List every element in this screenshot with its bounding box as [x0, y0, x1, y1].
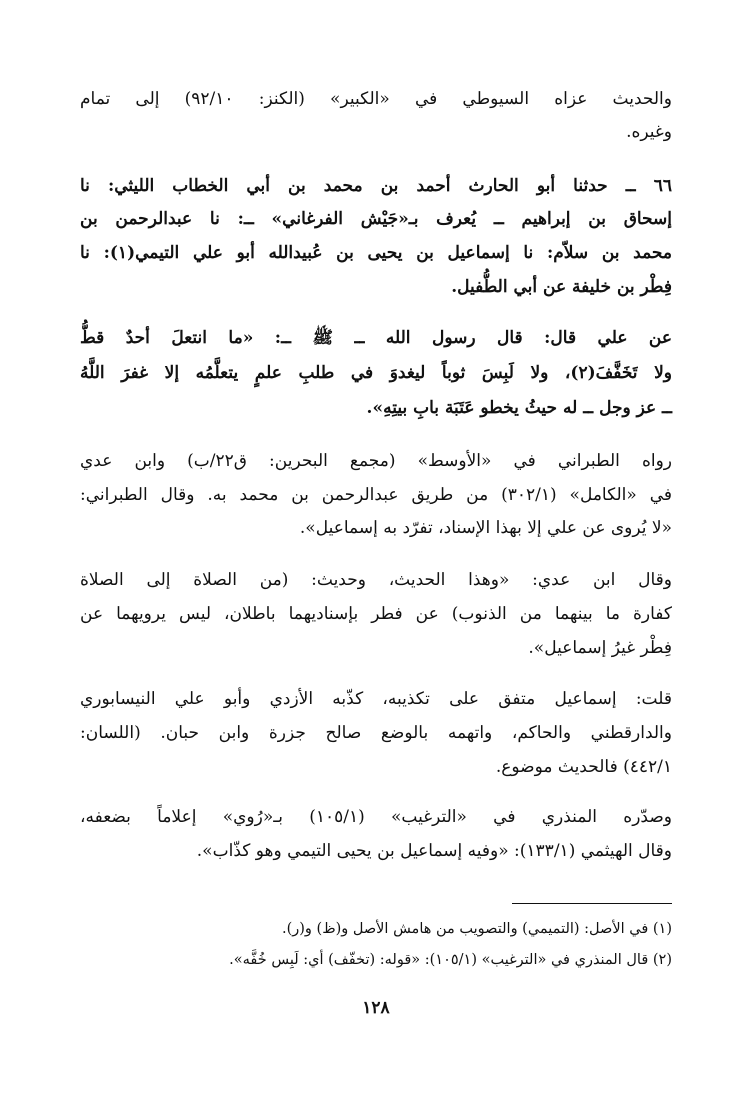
text-line: «لا يُروى عن علي إلا بهذا الإسناد، تفرّد به إسماعيل».	[299, 518, 672, 538]
text-line: رواه الطبراني في «الأوسط» (مجمع البحرين: ق٢٢/ب) وابن عدي	[80, 451, 672, 471]
hadith-chain-line: محمد بن سلاّم: نا إسماعيل بن يحيى بن عُبيدالله أبو علي التيمي(١): نا	[80, 243, 673, 263]
footnote: (١) في الأصل: (التميمي) والتصويب من هامش الأصل و(ظ) و(ر).	[282, 921, 672, 937]
text-line: ٤٤٢/١) فالحديث موضوع.	[495, 757, 672, 777]
text-line: فِطْر غيرُ إسماعيل».	[528, 638, 672, 658]
text-line: وقال الهيثمي (١٣٣/١): «وفيه إسماعيل بن يحيى التيمي وهو كذّاب».	[196, 841, 672, 861]
hadith-text-line: ولا تَخَفَّفَ(٢)، ولا لَبِسَ ثوباً ليغدوَ في طلبِ علمٍ يتعلَّمُه إلا غفرَ اللَّهُ	[80, 363, 672, 383]
footnote: (٢) قال المنذري في «الترغيب» (١٠٥/١): «قوله: (تخفّف) أي: لَبِس خُفَّه».	[229, 952, 672, 968]
hadith-text-line: عن علي قال: قال رسول الله ــ ﷺ ــ: «ما انتعلَ أحدٌ قطُّ	[80, 328, 672, 348]
page-number: ١٢٨	[362, 998, 390, 1018]
text-line: والدارقطني والحاكم، واتهمه بالوضع صالح جزرة وابن حبان. (اللسان:	[80, 723, 672, 743]
text-line: وصدّره المنذري في «الترغيب» (١٠٥/١) بـ«رُوي» إعلاماً بضعفه،	[80, 807, 672, 827]
hadith-text-line: ــ عز وجل ــ له حيثُ يخطو عَتَبَة بابِ بيتِهِ».	[366, 398, 672, 418]
text-line: وغيره.	[626, 122, 672, 142]
text-line: وقال ابن عدي: «وهذا الحديث، وحديث: (من الصلاة إلى الصلاة	[80, 570, 672, 590]
footnote-separator	[512, 903, 672, 904]
text-line: قلت: إسماعيل متفق على تكذيبه، كذّبه الأزدي وأبو علي النيسابوري	[80, 689, 672, 709]
text-line: كفارة ما بينهما من الذنوب) عن فطر بإسناديهما باطلان، ليس يرويهما عن	[80, 604, 672, 624]
hadith-chain-line: ٦٦ ــ حدثنا أبو الحارث أحمد بن محمد بن أبي الخطاب الليثي: نا	[80, 176, 672, 196]
hadith-chain-line: فِطْر بن خليفة عن أبي الطُّفيل.	[451, 277, 672, 297]
text-line: في «الكامل» (٣٠٢/١) من طريق عبدالرحمن بن محمد به. وقال الطبراني:	[80, 485, 672, 505]
hadith-chain-line: إسحاق بن إبراهيم ــ يُعرف بـ«جَيْش الفرغاني» ــ: نا عبدالرحمن بن	[80, 209, 672, 229]
text-line: والحديث عزاه السيوطي في «الكبير» (الكنز: ٩٢/١٠) إلى تمام	[80, 89, 672, 109]
